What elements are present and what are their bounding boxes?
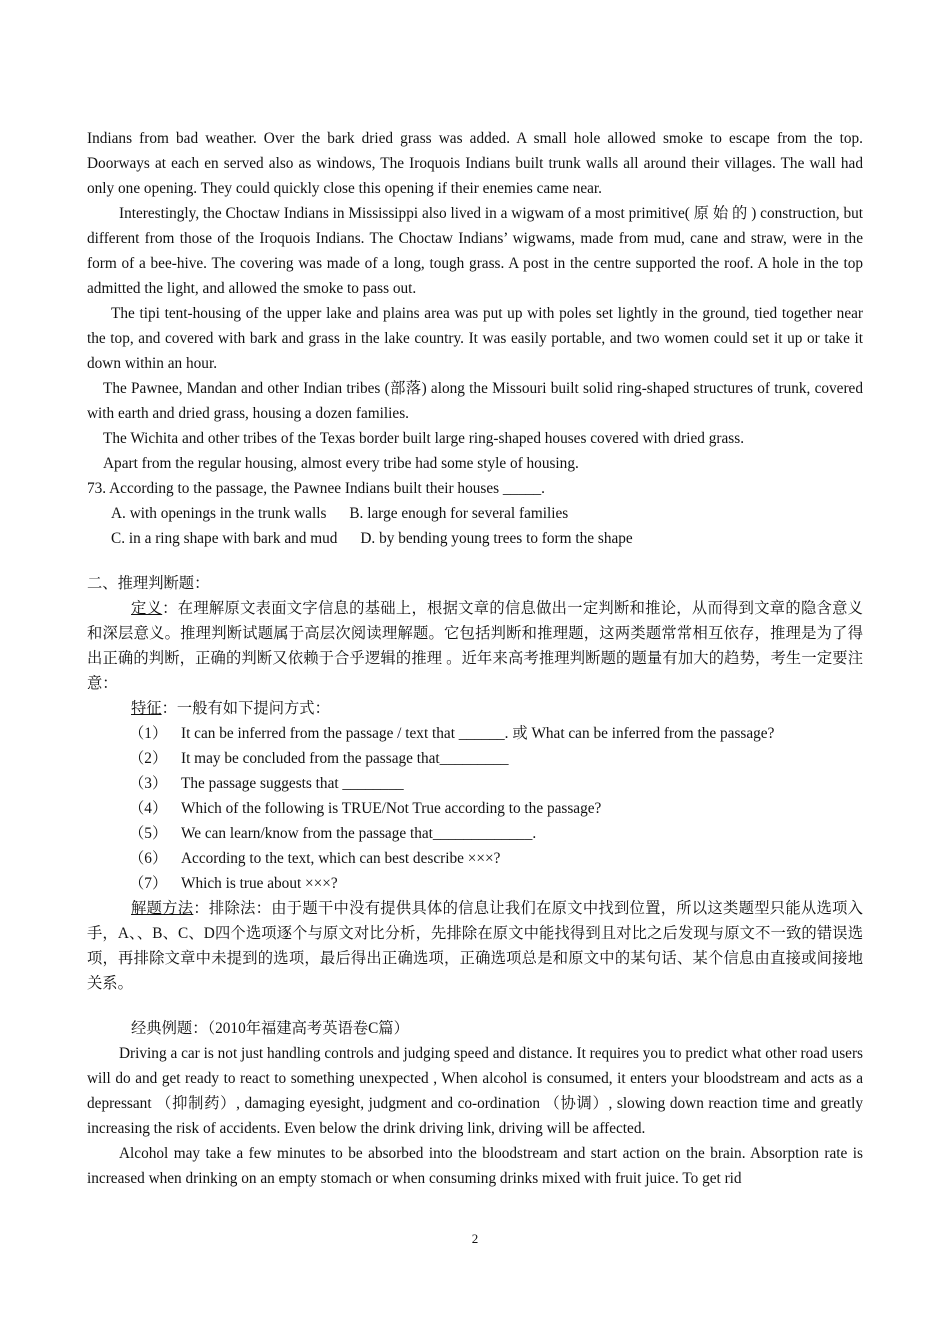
definition-text: ：在理解原文表面文字信息的基础上，根据文章的信息做出一定判断和推论，从而得到文章的隐含意义和深层意义。推理判断试题属于高层次阅读理解题。它包括判断和推理题，这两类题常常相互依存，推理是为了得出正确的判断，正确的判断又依赖于合乎逻辑的推理 。近年来高考推理判断题的题量有加大的趋势，考生一定要注意： [87, 600, 863, 692]
section-heading: 二、推理判断题： [87, 575, 210, 592]
list-item-text: The passage suggests that ________ [181, 775, 404, 792]
page-number: 2 [471, 1231, 479, 1246]
passage-paragraph-1: Indians from bad weather. Over the bark dried grass was added. A small hole allowed smoke to escape from the top. Doorways at each en served also as windows, The Iroquois Indians built trunk walls all around their villages. The wall had only one opening. They could quickly close this opening if their enemies came near. [87, 130, 863, 197]
spacer [87, 996, 863, 1016]
method-text: ：排除法：由于题干中没有提供具体的信息让我们在原文中找到位置，所以这类题型只能从选项入手，A、、B、C、D四个选项逐个与原文对比分析，先排除在原文中能找得到且对比之后发现与原文不一致的错误选项，再排除文章中未提到的选项，最后得出正确选项，正确选项总是和原文中的某句话、某个信息由直接或间接地关系。 [87, 900, 863, 992]
list-item [87, 746, 863, 771]
list-item-text: We can learn/know from the passage that_____________. [181, 825, 537, 842]
feature-paragraph [87, 696, 863, 721]
list-item [87, 771, 863, 796]
list-item-text: It can be inferred from the passage / text that ______. 或 What can be inferred from the passage? [181, 725, 775, 742]
question-73: 73. According to the passage, the Pawnee Indians built their houses _____. [87, 480, 545, 497]
passage-paragraph-3: The tipi tent-housing of the upper lake and plains area was put up with poles set lightly in the ground, tied together near the top, and covered with bark and grass in the lake country. It was easily portable, and two women could set it up or take it down within an hour. [87, 305, 863, 372]
passage-paragraph-4: The Pawnee, Mandan and other Indian tribes (部落) along the Missouri built solid ring-shaped structures of trunk, covered with earth and dried grass, housing a dozen families. [87, 380, 863, 422]
method-paragraph [87, 896, 863, 996]
example-paragraph-2: Alcohol may take a few minutes to be absorbed into the bloodstream and start action on the brain. Absorption rate is increased when drinking on an empty stomach or when consuming drinks mixed with fruit juice. To get rid [87, 1145, 863, 1187]
list-item-number: （7） [129, 875, 168, 892]
list-item-number: （2） [129, 750, 168, 767]
question-options-row-2: C. in a ring shape with bark and mud D. by bending young trees to form the shape [111, 530, 633, 547]
passage-paragraph-5: The Wichita and other tribes of the Texas border built large ring-shaped houses covered with dried grass. [103, 430, 745, 447]
example-title: 经典例题：（2010年福建高考英语卷C篇） [131, 1020, 409, 1037]
question-options-row-1: A. with openings in the trunk walls B. large enough for several families [111, 505, 569, 522]
example-paragraph-1: Driving a car is not just handling controls and judging speed and distance. It requires you to predict what other road users will do and get ready to react to something unexpected , When alcohol is consumed, it enters your bloodstream and acts as a depressant （抑制药）, damaging eyesight, judgment and co-ordination （协调）, slowing down reaction time and greatly increasing the risk of accidents. Even below the drink driving link, driving will be affected. [87, 1045, 863, 1137]
list-item-number: （4） [129, 800, 168, 817]
list-item [87, 721, 863, 746]
definition-label: 定义 [131, 600, 163, 617]
list-item-number: （6） [129, 850, 168, 867]
passage-paragraph-6: Apart from the regular housing, almost every tribe had some style of housing. [103, 455, 579, 472]
list-item-text: According to the text, which can best describe ×××? [181, 850, 501, 867]
list-item [87, 846, 863, 871]
list-item-number: （5） [129, 825, 168, 842]
list-item [87, 871, 863, 896]
page-content [87, 126, 863, 1191]
feature-text: ：一般有如下提问方式： [161, 700, 330, 717]
list-item-number: （3） [129, 775, 168, 792]
passage-paragraph-2: Interestingly, the Choctaw Indians in Mississippi also lived in a wigwam of a most primitive( 原 始 的 ) construction, but different from those of the Iroquois Indians. The Choctaw Indians’ wigwams, made from mud, cane and straw, were in the form of a bee-hive. The covering was made of a long, tough grass. A post in the centre supported the roof. A hole in the top admitted the light, and allowed the smoke to pass out. [87, 205, 863, 297]
spacer [87, 551, 863, 571]
feature-label: 特征 [131, 700, 162, 717]
list-item [87, 821, 863, 846]
list-item [87, 796, 863, 821]
method-label: 解题方法 [131, 900, 194, 917]
definition-paragraph [87, 596, 863, 696]
list-item-number: （1） [129, 725, 168, 742]
question-form-list [87, 721, 863, 896]
list-item-text: Which is true about ×××? [181, 875, 338, 892]
list-item-text: Which of the following is TRUE/Not True according to the passage? [181, 800, 602, 817]
list-item-text: It may be concluded from the passage that_________ [181, 750, 509, 767]
